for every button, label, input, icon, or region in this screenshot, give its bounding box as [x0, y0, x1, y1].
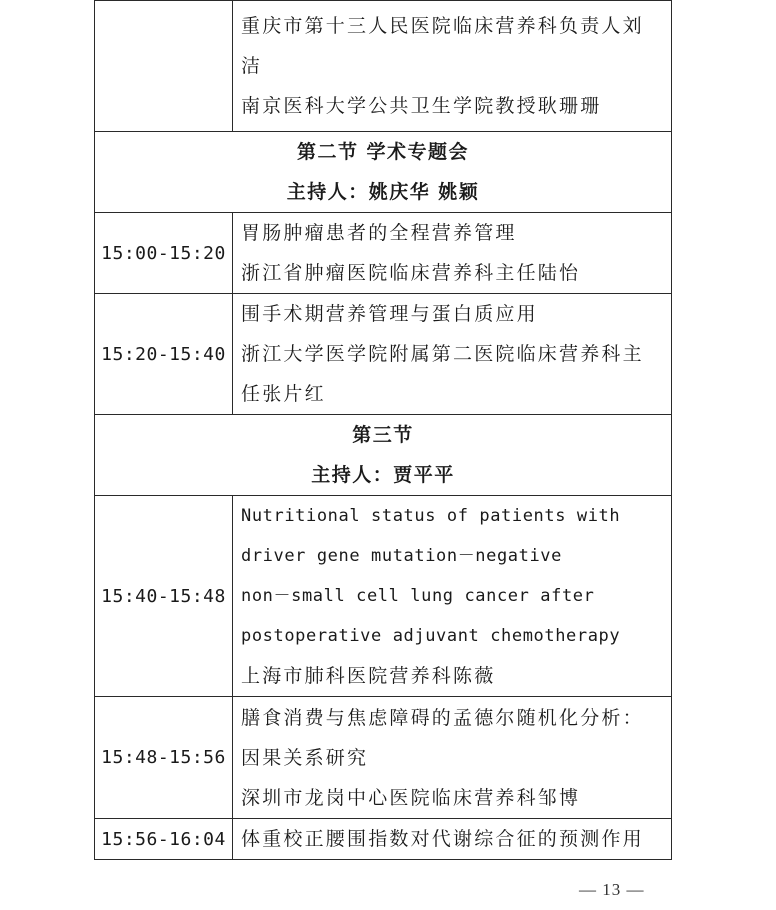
content-cell: [233, 294, 672, 415]
speaker-line: 南京医科大学公共卫生学院教授耿珊珊: [241, 95, 602, 117]
time-cell: [95, 1, 233, 132]
time-cell: 15:20-15:40: [95, 294, 233, 415]
table-row: [95, 213, 672, 294]
section-header: [95, 132, 672, 213]
section-host: 主持人：贾平平: [311, 464, 455, 486]
speaker-line: 洁: [241, 55, 263, 77]
time-cell: 15:48-15:56: [95, 697, 233, 819]
section-title: 第二节 学术专题会: [296, 141, 470, 163]
table-row: [95, 496, 672, 697]
section-header: [95, 415, 672, 496]
table-row: [95, 294, 672, 415]
talk-title-line: Nutritional status of patients with: [241, 506, 621, 526]
time-cell: 15:56-16:04: [95, 819, 233, 860]
content-cell: [233, 496, 672, 697]
talk-title: 膳食消费与焦虑障碍的孟德尔随机化分析：: [241, 706, 644, 729]
content-cell: [233, 213, 672, 294]
talk-title-line: driver gene mutation－negative: [241, 546, 562, 566]
table-row: [95, 819, 672, 860]
talk-title: 体重校正腰围指数对代谢综合征的预测作用: [241, 828, 644, 850]
speaker-line: 任张片红: [241, 383, 326, 405]
talk-title: 胃肠肿瘤患者的全程营养管理: [241, 222, 517, 244]
speaker-line: 上海市肺科医院营养科陈薇: [241, 665, 496, 687]
page-number: — 13 —: [579, 880, 645, 899]
content-cell: [233, 697, 672, 819]
talk-title: 因果关系研究: [241, 746, 369, 769]
speaker-line: 重庆市第十三人民医院临床营养科负责人刘: [241, 15, 644, 37]
table-row: [95, 1, 672, 132]
speaker-line: 深圳市龙岗中心医院临床营养科邹博: [241, 786, 581, 809]
talk-title-line: postoperative adjuvant chemotherapy: [241, 626, 621, 646]
talk-title-line: non－small cell lung cancer after: [241, 586, 595, 606]
schedule-table: [94, 0, 672, 860]
table-row: [95, 697, 672, 819]
content-cell: [233, 1, 672, 132]
section-header-row: [95, 132, 672, 213]
speaker-line: 浙江大学医学院附属第二医院临床营养科主: [241, 343, 644, 365]
talk-title: 围手术期营养管理与蛋白质应用: [241, 303, 538, 325]
section-header-row: [95, 415, 672, 496]
time-cell: 15:40-15:48: [95, 496, 233, 697]
section-host: 主持人：姚庆华 姚颖: [286, 181, 480, 203]
content-cell: [233, 819, 672, 860]
section-title: 第三节: [352, 424, 414, 446]
speaker-line: 浙江省肿瘤医院临床营养科主任陆怡: [241, 262, 581, 284]
time-cell: 15:00-15:20: [95, 213, 233, 294]
